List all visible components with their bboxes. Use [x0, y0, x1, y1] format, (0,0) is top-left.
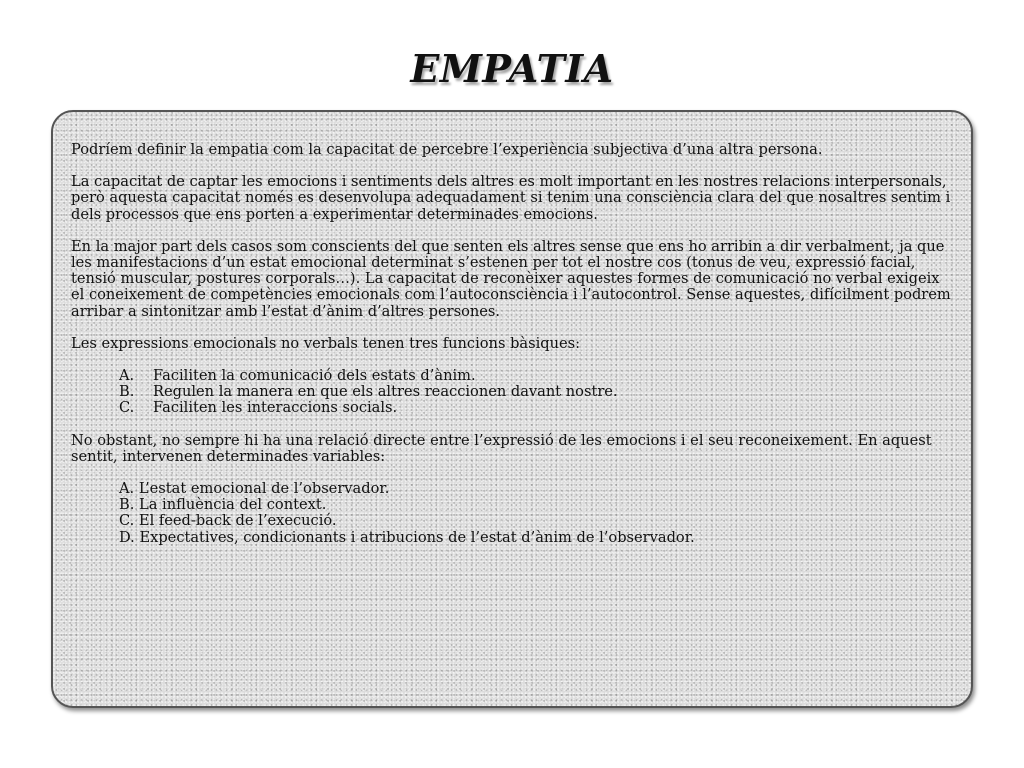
list-marker: A. [119, 367, 135, 385]
list-item-text: Regulen la manera en que els altres reaccionen davant nostre. [153, 383, 618, 401]
list-item: D. Expectatives, condicionants i atribucions de l’estat d’ànim de l’observador. [119, 528, 695, 546]
paragraph-capacity: La capacitat de captar les emocions i sentiments dels altres es molt important en les nostres relacions interpersonals, però aquesta capacitat només es desenvolupa adequadament si tenim una consciència clara del que nosaltres sentim i dels processos que ens porten a experimentar determinades emocions. [71, 173, 951, 223]
list-item: B. La influència del context. [119, 496, 327, 514]
variables-list [71, 481, 953, 546]
list-marker: C. [119, 399, 135, 417]
list-marker: B. [119, 383, 135, 401]
list-item: C. El feed-back de l’execució. [119, 512, 337, 530]
paragraph-nonverbal: En la major part dels casos som conscients del que senten els altres sense que ens ho arribin a dir verbalment, ja que les manifestacions d’un estat emocional determinat s’estenen per tot el nostre cos (tonus de veu, expressió facial, tensió muscular, postures corporals…). La capacitat de reconèixer aquestes formes de comunicació no verbal exigeix el coneixement de competències emocionals com l’autoconsciència i l’autocontrol. Sense aquestes, difícilment podrem arribar a sintonitzar amb l’estat d’ànim d’altres persones. [71, 237, 951, 320]
page-title: EMPATIA [410, 46, 614, 91]
paragraph-functions-intro: Les expressions emocionals no verbals tenen tres funcions bàsiques: [71, 334, 581, 352]
content-panel [51, 110, 973, 708]
functions-list [71, 368, 953, 417]
list-item [71, 384, 953, 400]
list-item: A. L’estat emocional de l’observador. [119, 480, 390, 498]
paragraph-variables-intro: No obstant, no sempre hi ha una relació directe entre l’expressió de les emocions i el seu reconeixement. En aquest sentit, intervenen determinades variables: [71, 431, 932, 465]
paragraph-definition: Podríem definir la empatia com la capacitat de percebre l’experiència subjectiva d’una altra persona. [71, 141, 823, 158]
list-item [71, 368, 953, 384]
list-item [71, 400, 953, 416]
list-item-text: Faciliten la comunicació dels estats d’ànim. [153, 367, 476, 385]
list-item-text: Faciliten les interaccions socials. [153, 399, 398, 417]
